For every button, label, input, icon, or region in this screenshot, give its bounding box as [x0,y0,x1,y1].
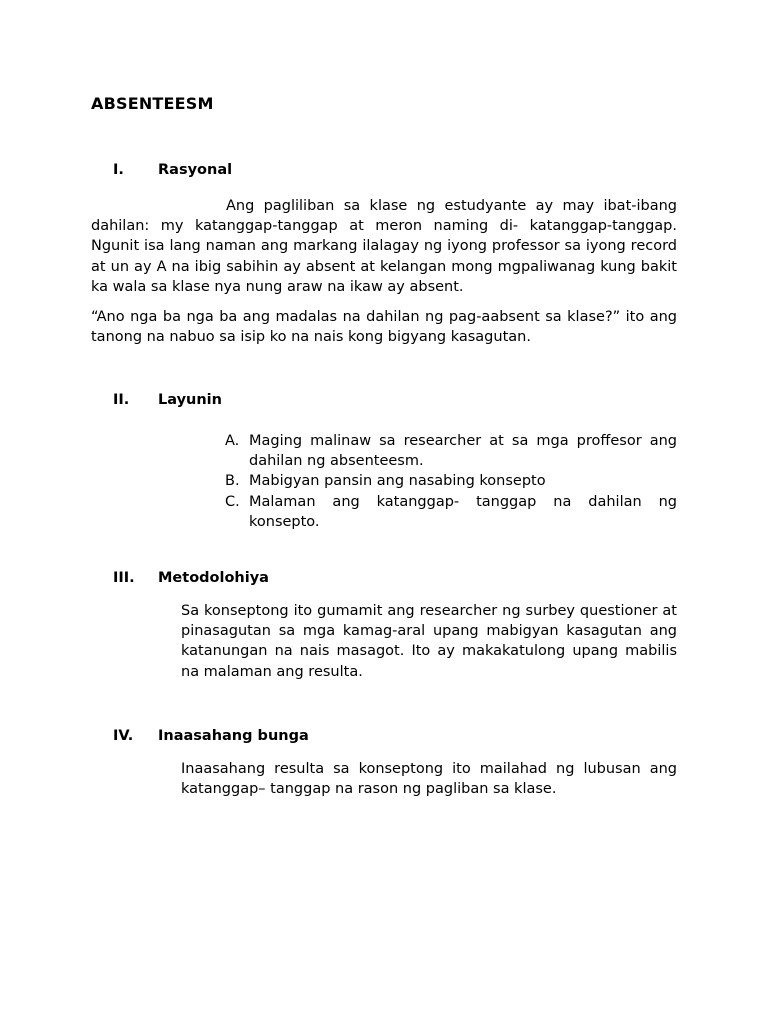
section-number: I. [113,162,124,178]
section-title: Inaasahang bunga [158,728,309,744]
section-title: Rasyonal [158,162,233,178]
list-item [225,492,677,532]
list-text: Maging malinaw sa researcher at sa mga proffesor ang dahilan ng absenteesm. [249,433,677,470]
list-item [225,471,677,491]
section-heading-layunin [113,392,222,408]
list-letter: C. [225,493,240,510]
list-text: Malaman ang katanggap- tanggap na dahilan ng konsepto. [249,493,677,530]
metodolohiya-paragraph: Sa konseptong ito gumamit ang researcher ng surbey questioner at pinasagutan sa mga kamag-aral upang mabigyan kasagutan ang katanungan na nais masagot. Ito ay makakatulong upang mabilis na malaman ang resulta. [181,603,677,680]
inaasahang-bunga-paragraph: Inaasahang resulta sa konseptong ito mailahad ng lubusan ang katanggap– tanggap na rason ng pagliban sa klase. [181,761,677,798]
list-letter: B. [225,473,240,490]
list-item [225,431,677,471]
section-number: III. [113,570,135,586]
section-number: IV. [113,728,134,744]
layunin-list [225,431,677,532]
section-heading-metodolohiya [113,570,269,586]
rasyonal-paragraph-2: “Ano nga ba nga ba ang madalas na dahilan ng pag-aabsent sa klase?” ito ang tanong na nabuo sa isip ko na nais kong bigyang kasagutan. [91,309,677,346]
section-heading-rasyonal [113,162,232,178]
section-title: Metodolohiya [158,570,269,586]
list-text: Mabigyan pansin ang nasabing konsepto [249,473,546,490]
section-title: Layunin [158,392,222,408]
document-title: ABSENTEESM [91,94,214,113]
list-letter: A. [225,433,240,449]
section-heading-inaasahang-bunga [113,728,309,744]
rasyonal-paragraph-1: Ang pagliliban sa klase ng estudyante ay may ibat-ibang dahilan: my katanggap-tanggap at meron naming di- katanggap-tanggap. Ngunit isa lang naman ang markang ilalagay ng iyong professor sa iyong record at un ay A na ibig sabihin ay absent at kelangan mong mgpaliwanag kung bakit ka wala sa klase nya nung araw na ikaw ay absent. [91,198,677,295]
section-number: II. [113,392,130,408]
